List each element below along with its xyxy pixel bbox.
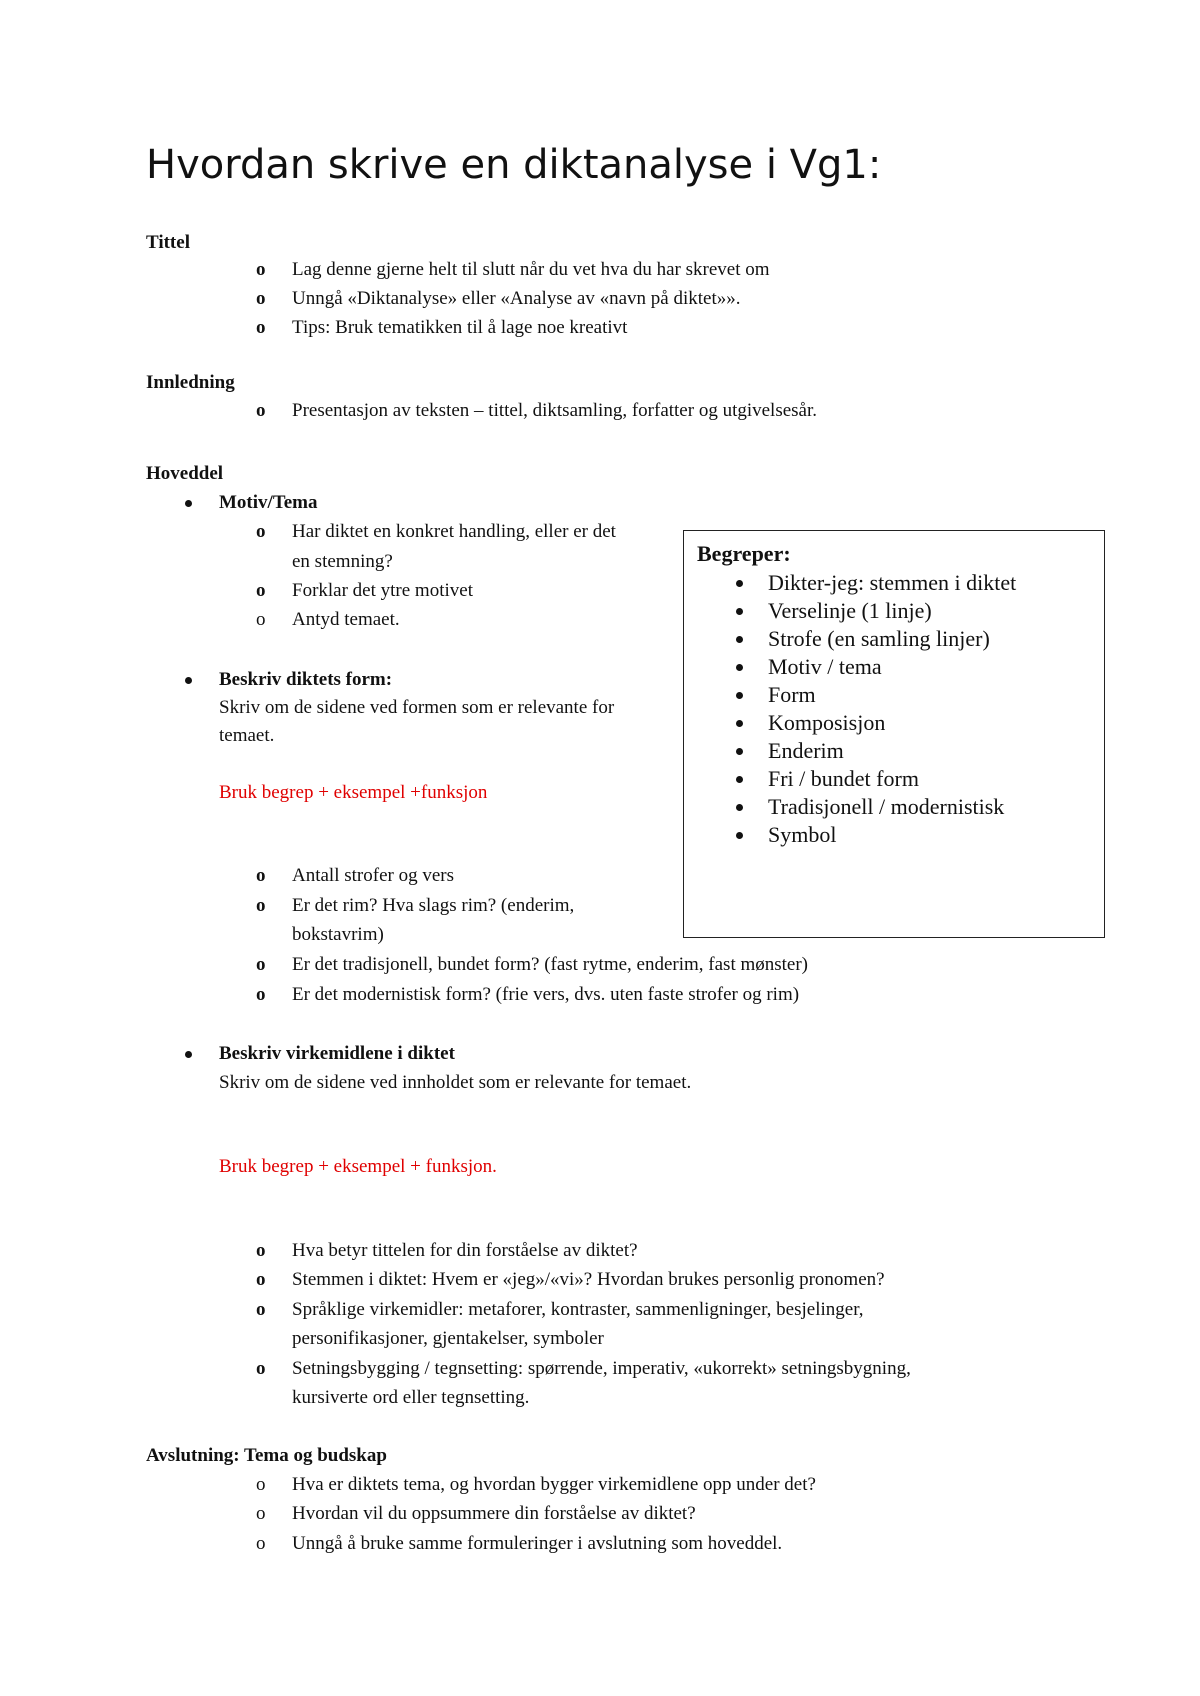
list-item: en stemning? — [292, 551, 393, 572]
list-item: Tips: Bruk tematikken til å lage noe kreativt — [292, 317, 628, 338]
bullet-o: o — [256, 580, 266, 601]
begreper-item: Fri / bundet form — [768, 766, 919, 791]
list-item: Er det modernistisk form? (frie vers, dvs. uten faste strofer og rim) — [292, 984, 800, 1005]
bullet-dot — [736, 720, 743, 727]
list-item: bokstavrim) — [292, 924, 384, 945]
list-item: Stemmen i diktet: Hvem er «jeg»/«vi»? Hvordan brukes personlig pronomen? — [292, 1269, 885, 1290]
begreper-title: Begreper: — [697, 541, 791, 566]
section-heading-innledning: Innledning — [146, 372, 235, 393]
bullet-o: o — [256, 1358, 266, 1379]
bullet-dot — [736, 664, 743, 671]
bullet-o: o — [256, 984, 266, 1005]
list-item: Setningsbygging / tegnsetting: spørrende, imperativ, «ukorrekt» setningsbygning, — [292, 1358, 911, 1379]
form-label: Beskriv diktets form: — [219, 669, 393, 690]
bullet-dot — [185, 500, 192, 507]
list-item: kursiverte ord eller tegnsetting. — [292, 1387, 530, 1408]
form-description-line1: Skriv om de sidene ved formen som er relevante for — [219, 697, 615, 718]
virkemidler-hint-red: Bruk begrep + eksempel + funksjon. — [219, 1156, 497, 1177]
bullet-o: o — [256, 954, 266, 975]
list-item: Antyd temaet. — [292, 609, 400, 630]
list-item: Er det rim? Hva slags rim? (enderim, — [292, 895, 575, 916]
bullet-dot — [736, 608, 743, 615]
bullet-o: o — [256, 865, 266, 886]
bullet-o: o — [256, 288, 266, 309]
list-item: Forklar det ytre motivet — [292, 580, 473, 601]
begreper-item: Dikter-jeg: stemmen i diktet — [768, 570, 1017, 595]
form-hint-red: Bruk begrep + eksempel +funksjon — [219, 782, 488, 803]
list-item: Språklige virkemidler: metaforer, kontraster, sammenligninger, besjelinger, — [292, 1299, 864, 1320]
bullet-dot — [736, 804, 743, 811]
bullet-o: o — [256, 400, 266, 421]
bullet-dot — [736, 636, 743, 643]
bullet-dot — [185, 677, 192, 684]
bullet-dot — [736, 692, 743, 699]
begreper-item: Tradisjonell / modernistisk — [768, 794, 1005, 819]
begreper-item: Motiv / tema — [768, 654, 882, 679]
list-item: Unngå «Diktanalyse» eller «Analyse av «navn på diktet»». — [292, 288, 741, 309]
bullet-o: o — [256, 317, 266, 338]
section-heading-tittel: Tittel — [146, 232, 190, 253]
begreper-item: Strofe (en samling linjer) — [768, 626, 990, 651]
begreper-box — [683, 530, 1105, 938]
begreper-item: Komposisjon — [768, 710, 886, 735]
bullet-dot — [185, 1051, 192, 1058]
virkemidler-label: Beskriv virkemidlene i diktet — [219, 1043, 455, 1064]
bullet-o: o — [256, 1269, 266, 1290]
virkemidler-description: Skriv om de sidene ved innholdet som er relevante for temaet. — [219, 1072, 692, 1093]
bullet-o: o — [256, 895, 266, 916]
begreper-item: Form — [768, 682, 816, 707]
section-heading-avslutning: Avslutning: Tema og budskap — [146, 1445, 387, 1466]
begreper-item: Verselinje (1 linje) — [768, 598, 932, 623]
bullet-o: o — [256, 1299, 266, 1320]
bullet-o: o — [256, 609, 266, 630]
list-item: Hvordan vil du oppsummere din forståelse av diktet? — [292, 1503, 696, 1524]
list-item: Lag denne gjerne helt til slutt når du vet hva du har skrevet om — [292, 259, 770, 280]
bullet-o: o — [256, 1240, 266, 1261]
form-description-line2: temaet. — [219, 725, 275, 746]
page-title: Hvordan skrive en diktanalyse i Vg1: — [146, 142, 882, 188]
begreper-item: Symbol — [768, 822, 837, 847]
bullet-dot — [736, 776, 743, 783]
begreper-item: Enderim — [768, 738, 844, 763]
bullet-o: o — [256, 1503, 266, 1524]
bullet-o: o — [256, 521, 266, 542]
bullet-dot — [736, 580, 743, 587]
bullet-o: o — [256, 1533, 266, 1554]
list-item: Er det tradisjonell, bundet form? (fast rytme, enderim, fast mønster) — [292, 954, 809, 975]
section-heading-hoveddel: Hoveddel — [146, 463, 224, 484]
list-item: Hva betyr tittelen for din forståelse av diktet? — [292, 1240, 638, 1261]
list-item: personifikasjoner, gjentakelser, symboler — [292, 1328, 604, 1349]
list-item: Unngå å bruke samme formuleringer i avslutning som hoveddel. — [292, 1533, 783, 1554]
list-item: Har diktet en konkret handling, eller er det — [292, 521, 616, 542]
bullet-dot — [736, 832, 743, 839]
motiv-tema-label: Motiv/Tema — [219, 492, 318, 513]
bullet-o: o — [256, 259, 266, 280]
bullet-o: o — [256, 1474, 266, 1495]
list-item: Presentasjon av teksten – tittel, diktsamling, forfatter og utgivelsesår. — [292, 400, 818, 421]
list-item: Antall strofer og vers — [292, 865, 454, 886]
list-item: Hva er diktets tema, og hvordan bygger virkemidlene opp under det? — [292, 1474, 816, 1495]
bullet-dot — [736, 748, 743, 755]
